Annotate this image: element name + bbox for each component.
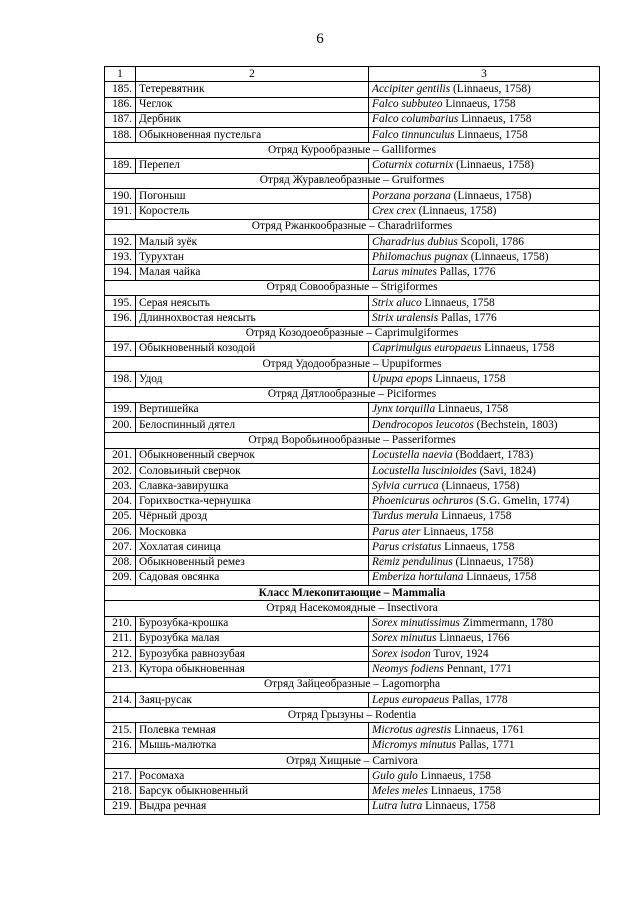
author-citation: Linnaeus, 1758 [481, 342, 555, 355]
latin-name-cell [369, 265, 600, 280]
author-citation: Linnaeus, 1758 [420, 525, 494, 538]
latin-name: Sorex minutissimus [372, 617, 460, 630]
table-header-row [105, 67, 600, 82]
latin-name-cell [369, 509, 600, 524]
russian-name: Чеглок [136, 97, 369, 112]
row-number: 213. [105, 662, 136, 677]
author-citation: Linnaeus, 1758 [435, 403, 509, 416]
author-citation: (Boddaert, 1783) [452, 449, 534, 462]
order-heading: Отряд Зайцеобразные – Lagomorpha [105, 677, 600, 692]
row-number: 217. [105, 769, 136, 784]
species-row [105, 402, 600, 417]
latin-name: Falco columbarius [372, 113, 459, 126]
row-number: 212. [105, 647, 136, 662]
latin-name: Microtus agrestis [372, 724, 452, 737]
species-row [105, 204, 600, 219]
species-row [105, 189, 600, 204]
latin-name-cell [369, 372, 600, 387]
latin-name-cell [369, 82, 600, 97]
russian-name: Обыкновенный сверчок [136, 448, 369, 463]
row-number: 193. [105, 250, 136, 265]
author-citation: (Bechstein, 1803) [473, 418, 558, 431]
order-heading: Отряд Совообразные – Strigiformes [105, 280, 600, 295]
latin-name: Coturnix coturnix [372, 159, 454, 172]
author-citation: (Linnaeus, 1758) [452, 556, 534, 569]
latin-name-cell [369, 341, 600, 356]
species-row [105, 662, 600, 677]
class-heading: Класс Млекопитающие – Mammalia [105, 586, 600, 601]
latin-name: Gulo gulo [372, 769, 418, 782]
latin-name: Sorex isodon [372, 647, 431, 660]
author-citation: Pallas, 1778 [449, 693, 508, 706]
russian-name: Московка [136, 524, 369, 539]
russian-name: Соловьиный сверчок [136, 463, 369, 478]
latin-name: Strix aluco [372, 296, 422, 309]
latin-name: Locustella naevia [372, 449, 453, 462]
russian-name: Погоныш [136, 189, 369, 204]
russian-name: Славка-завирушка [136, 479, 369, 494]
species-row [105, 784, 600, 799]
latin-name-cell [369, 250, 600, 265]
author-citation: (Linnaeus, 1758) [450, 82, 531, 95]
author-citation: Turov, 1924 [430, 647, 489, 660]
latin-name: Neomys fodiens [372, 662, 444, 675]
species-row [105, 647, 600, 662]
russian-name: Тетеревятник [136, 82, 369, 97]
row-number: 208. [105, 555, 136, 570]
order-heading-row [105, 753, 600, 768]
russian-name: Длиннохвостая неясыть [136, 311, 369, 326]
species-table [104, 66, 600, 815]
row-number: 195. [105, 295, 136, 310]
author-citation: Pallas, 1776 [438, 311, 497, 324]
species-row [105, 631, 600, 646]
author-citation: Linnaeus, 1758 [417, 769, 491, 782]
latin-name: Lepus europaeus [372, 693, 450, 706]
row-number: 207. [105, 540, 136, 555]
column-header-number: 1 [105, 67, 136, 82]
latin-name: Micromys minutus [372, 739, 457, 752]
latin-name: Porzana porzana [372, 189, 451, 202]
species-row [105, 112, 600, 127]
russian-name: Обыкновенный ремез [136, 555, 369, 570]
row-number: 209. [105, 570, 136, 585]
russian-name: Малый зуёк [136, 234, 369, 249]
latin-name-cell [369, 234, 600, 249]
latin-name: Larus minutes [372, 266, 437, 279]
row-number: 186. [105, 97, 136, 112]
latin-name-cell [369, 631, 600, 646]
russian-name: Удод [136, 372, 369, 387]
russian-name: Полевка темная [136, 723, 369, 738]
row-number: 214. [105, 692, 136, 707]
latin-name-cell [369, 647, 600, 662]
order-heading-row [105, 143, 600, 158]
species-row [105, 799, 600, 814]
latin-name: Caprimulgus europaeus [372, 342, 482, 355]
russian-name: Бурозубка-крошка [136, 616, 369, 631]
author-citation: Linnaeus, 1758 [441, 540, 515, 553]
russian-name: Дербник [136, 112, 369, 127]
author-citation: (Linnaeus, 1758) [453, 159, 534, 172]
species-row [105, 524, 600, 539]
order-heading: Отряд Козодоеобразные – Caprimulgiformes [105, 326, 600, 341]
latin-name: Turdus merula [372, 510, 439, 523]
species-row [105, 692, 600, 707]
latin-name-cell [369, 524, 600, 539]
row-number: 219. [105, 799, 136, 814]
latin-name-cell [369, 738, 600, 753]
latin-name: Falco subbuteo [372, 98, 443, 111]
species-row [105, 295, 600, 310]
latin-name: Lutra lutra [372, 800, 423, 813]
russian-name: Обыкновенный козодой [136, 341, 369, 356]
species-row [105, 738, 600, 753]
species-row [105, 479, 600, 494]
species-row [105, 128, 600, 143]
species-row [105, 540, 600, 555]
order-heading-row [105, 708, 600, 723]
species-row [105, 341, 600, 356]
order-heading-row [105, 219, 600, 234]
latin-name-cell [369, 128, 600, 143]
row-number: 199. [105, 402, 136, 417]
latin-name-cell [369, 769, 600, 784]
order-heading-row [105, 601, 600, 616]
latin-name: Meles meles [372, 785, 428, 798]
author-citation: Linnaeus, 1758 [463, 571, 537, 584]
author-citation: Linnaeus, 1758 [442, 98, 516, 111]
species-row [105, 234, 600, 249]
row-number: 198. [105, 372, 136, 387]
row-number: 190. [105, 189, 136, 204]
order-heading-row [105, 387, 600, 402]
russian-name: Кутора обыкновенная [136, 662, 369, 677]
order-heading-row [105, 433, 600, 448]
species-table-body [105, 67, 600, 815]
latin-name: Emberiza hortulana [372, 571, 464, 584]
latin-name-cell [369, 555, 600, 570]
russian-name: Турухтан [136, 250, 369, 265]
latin-name: Parus cristatus [372, 540, 442, 553]
latin-name: Parus ater [372, 525, 421, 538]
latin-name: Phoenicurus ochruros [372, 495, 474, 508]
species-row [105, 311, 600, 326]
russian-name: Чёрный дрозд [136, 509, 369, 524]
row-number: 197. [105, 341, 136, 356]
russian-name: Коростель [136, 204, 369, 219]
russian-name: Бурозубка равнозубая [136, 647, 369, 662]
row-number: 191. [105, 204, 136, 219]
species-row [105, 494, 600, 509]
species-row [105, 509, 600, 524]
order-heading-row [105, 280, 600, 295]
author-citation: Pennant, 1771 [443, 662, 512, 675]
latin-name: Strix uralensis [372, 311, 439, 324]
russian-name: Барсук обыкновенный [136, 784, 369, 799]
row-number: 188. [105, 128, 136, 143]
class-heading-row [105, 586, 600, 601]
species-row [105, 555, 600, 570]
author-citation: Scopoli, 1786 [457, 235, 524, 248]
order-heading: Отряд Журавлеобразные – Gruiformes [105, 173, 600, 188]
species-row [105, 570, 600, 585]
row-number: 201. [105, 448, 136, 463]
author-citation: (Linnaeus, 1758) [438, 479, 520, 492]
latin-name-cell [369, 784, 600, 799]
latin-name: Jynx torquilla [372, 403, 436, 416]
species-row [105, 463, 600, 478]
latin-name-cell [369, 570, 600, 585]
author-citation: (Linnaeus, 1758) [450, 189, 532, 202]
row-number: 210. [105, 616, 136, 631]
column-header-russian-name: 2 [136, 67, 369, 82]
latin-name-cell [369, 204, 600, 219]
russian-name: Хохлатая синица [136, 540, 369, 555]
latin-name-cell [369, 158, 600, 173]
latin-name-cell [369, 662, 600, 677]
order-heading: Отряд Дятлообразные – Piciformes [105, 387, 600, 402]
russian-name: Бурозубка малая [136, 631, 369, 646]
row-number: 205. [105, 509, 136, 524]
russian-name: Вертишейка [136, 402, 369, 417]
author-citation: Linnaeus, 1758 [454, 128, 528, 141]
russian-name: Обыкновенная пустельга [136, 128, 369, 143]
species-row [105, 769, 600, 784]
row-number: 200. [105, 418, 136, 433]
russian-name: Перепел [136, 158, 369, 173]
row-number: 218. [105, 784, 136, 799]
author-citation: (S.G. Gmelin, 1774) [473, 495, 570, 508]
author-citation: Linnaeus, 1758 [458, 113, 532, 126]
latin-name-cell [369, 402, 600, 417]
latin-name-cell [369, 418, 600, 433]
russian-name: Заяц-русак [136, 692, 369, 707]
latin-name: Upupa epops [372, 372, 433, 385]
latin-name: Falco tinnunculus [372, 128, 455, 141]
species-row [105, 97, 600, 112]
author-citation: Pallas, 1771 [456, 739, 515, 752]
row-number: 206. [105, 524, 136, 539]
russian-name: Росомаха [136, 769, 369, 784]
author-citation: Linnaeus, 1758 [422, 800, 496, 813]
author-citation: Linnaeus, 1758 [421, 296, 495, 309]
russian-name: Мышь-малютка [136, 738, 369, 753]
species-row [105, 250, 600, 265]
author-citation: (Linnaeus, 1758) [467, 250, 549, 263]
row-number: 194. [105, 265, 136, 280]
species-row [105, 265, 600, 280]
row-number: 185. [105, 82, 136, 97]
latin-name-cell [369, 463, 600, 478]
latin-name-cell [369, 448, 600, 463]
latin-name-cell [369, 616, 600, 631]
latin-name-cell [369, 692, 600, 707]
latin-name-cell [369, 540, 600, 555]
latin-name: Sylvia curruca [372, 479, 439, 492]
order-heading: Отряд Курообразные – Galliformes [105, 143, 600, 158]
row-number: 202. [105, 463, 136, 478]
row-number: 211. [105, 631, 136, 646]
latin-name-cell [369, 723, 600, 738]
author-citation: (Savi, 1824) [476, 464, 536, 477]
order-heading: Отряд Удодообразные – Upupiformes [105, 357, 600, 372]
author-citation: (Linnaeus, 1758) [415, 205, 497, 218]
russian-name: Серая неясыть [136, 295, 369, 310]
row-number: 215. [105, 723, 136, 738]
latin-name: Remiz pendulinus [372, 556, 453, 569]
row-number: 196. [105, 311, 136, 326]
row-number: 187. [105, 112, 136, 127]
species-row [105, 418, 600, 433]
order-heading: Отряд Грызуны – Rodentia [105, 708, 600, 723]
order-heading: Отряд Воробьинообразные – Passeriformes [105, 433, 600, 448]
latin-name: Charadrius dubius [372, 235, 458, 248]
latin-name-cell [369, 799, 600, 814]
page-number: 6 [316, 31, 324, 47]
author-citation: Pallas, 1776 [436, 266, 496, 279]
author-citation: Linnaeus, 1761 [451, 724, 525, 737]
order-heading-row [105, 677, 600, 692]
row-number: 204. [105, 494, 136, 509]
russian-name: Малая чайка [136, 265, 369, 280]
order-heading-row [105, 357, 600, 372]
latin-name: Sorex minutus [372, 632, 437, 645]
row-number: 189. [105, 158, 136, 173]
author-citation: Linnaeus, 1766 [436, 632, 510, 645]
species-row [105, 448, 600, 463]
russian-name: Горихвостка-чернушка [136, 494, 369, 509]
species-row [105, 723, 600, 738]
latin-name: Crex crex [372, 205, 416, 218]
latin-name-cell [369, 311, 600, 326]
russian-name: Выдра речная [136, 799, 369, 814]
row-number: 216. [105, 738, 136, 753]
latin-name: Dendrocopos leucotos [372, 418, 474, 431]
species-row [105, 158, 600, 173]
author-citation: Linnaeus, 1758 [438, 510, 512, 523]
species-row [105, 82, 600, 97]
russian-name: Садовая овсянка [136, 570, 369, 585]
author-citation: Linnaeus, 1758 [432, 372, 506, 385]
author-citation: Zimmermann, 1780 [459, 617, 554, 630]
order-heading: Отряд Ржанкообразные – Charadriiformes [105, 219, 600, 234]
latin-name-cell [369, 479, 600, 494]
latin-name: Philomachus pugnax [372, 250, 468, 263]
latin-name-cell [369, 494, 600, 509]
latin-name-cell [369, 97, 600, 112]
row-number: 192. [105, 234, 136, 249]
order-heading-row [105, 326, 600, 341]
species-row [105, 372, 600, 387]
latin-name-cell [369, 295, 600, 310]
latin-name-cell [369, 189, 600, 204]
order-heading: Отряд Хищные – Carnivora [105, 753, 600, 768]
author-citation: Linnaeus, 1758 [427, 785, 502, 798]
order-heading: Отряд Насекомоядные – Insectivora [105, 601, 600, 616]
column-header-latin-name: 3 [369, 67, 600, 82]
order-heading-row [105, 173, 600, 188]
row-number: 203. [105, 479, 136, 494]
species-row [105, 616, 600, 631]
russian-name: Белоспинный дятел [136, 418, 369, 433]
latin-name: Locustella luscinioides [372, 464, 477, 477]
latin-name: Accipiter gentilis [372, 82, 451, 95]
latin-name-cell [369, 112, 600, 127]
